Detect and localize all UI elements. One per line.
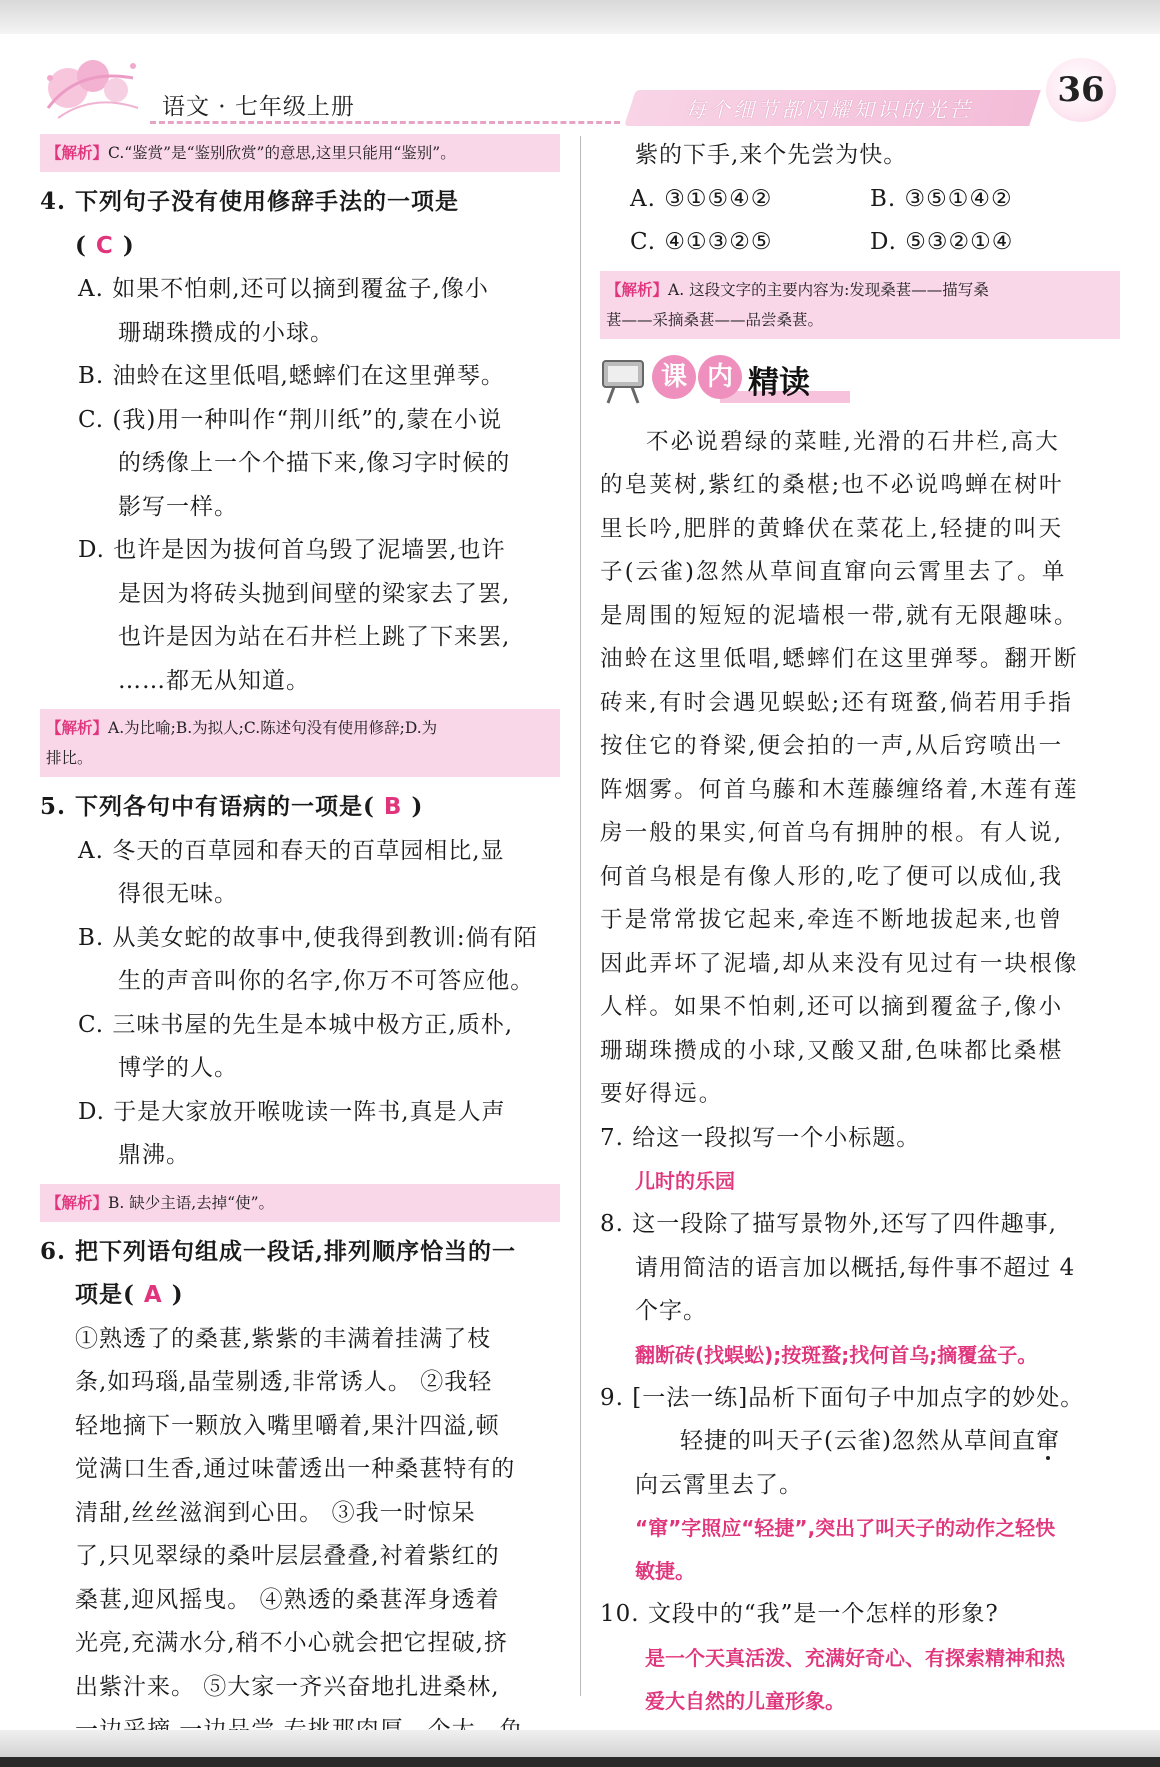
question-6 <box>40 1230 560 1753</box>
sentence-line: ①熟透了的桑葚,紫紫的丰满着挂满了枝 <box>75 1325 492 1352</box>
paren: ) <box>171 1281 184 1308</box>
analysis-text: C.“鉴赏”是“鉴别欣赏”的意思,这里只能用“鉴别”。 <box>108 144 456 162</box>
left-column <box>40 134 560 1753</box>
passage-line: 于是常常拔它起来,牵连不断地拔起来,也曾 <box>600 907 1064 933</box>
analysis-tag: 【解析】 <box>46 1193 109 1212</box>
question-8 <box>600 1203 1120 1377</box>
question-stem: 10. 文段中的“我”是一个怎样的形象? <box>600 1601 999 1627</box>
option-d-cont: 鼎沸。 <box>118 1142 190 1168</box>
option-a-cont: 得很无味。 <box>118 881 238 907</box>
analysis-box <box>600 271 1120 339</box>
sentence-line: 光亮,充满水分,稍不小心就会把它捏破,挤 <box>75 1630 508 1656</box>
sentence-line: 桑葚,迎风摇曳。 ④熟透的桑葚浑身透着 <box>75 1586 500 1613</box>
question-10 <box>600 1593 1120 1723</box>
option-d-cont: 也许是因为站在石井栏上跳了下来罢, <box>118 624 511 650</box>
answer-text: 是一个天真活泼、充满好奇心、有探索精神和热 <box>645 1645 1065 1670</box>
passage-line: 不必说碧绿的菜畦,光滑的石井栏,高大 <box>646 428 1060 455</box>
answer-text: 翻断砖(找蜈蚣);按斑蝥;找何首乌;摘覆盆子。 <box>635 1342 1038 1367</box>
right-column <box>600 134 1120 1723</box>
answer-text: 爱大自然的儿童形象。 <box>645 1688 845 1713</box>
column-divider <box>580 136 581 1696</box>
q6-options-row <box>600 178 1120 222</box>
section-title: 精读 <box>748 364 810 401</box>
analysis-tag: 【解析】 <box>606 280 669 299</box>
question-stem-cont: 请用简洁的语言加以概括,每件事不超过 4 <box>635 1254 1076 1281</box>
section-heading <box>600 347 1120 417</box>
q6-continuation: 紫的下手,来个先尝为快。 <box>635 142 908 168</box>
option-d-cont: ……都无从知道。 <box>118 667 310 694</box>
page-number: 36 <box>1046 58 1116 122</box>
easel-icon <box>600 357 646 405</box>
option-d-cont: 是因为将砖头抛到间壁的梁家去了罢, <box>118 580 511 607</box>
question-stem: 4. 下列句子没有使用修辞手法的一项是 <box>40 188 460 215</box>
passage-line: 房一般的果实,何首乌有拥肿的根。有人说, <box>600 820 1064 846</box>
option-d: D. 也许是因为拔何首乌毁了泥墙罢,也许 <box>78 537 506 563</box>
answer-text: 敏捷。 <box>635 1559 695 1583</box>
analysis-text: A.为比喻;B.为拟人;C.陈述句没有使用修辞;D.为 <box>108 719 438 737</box>
stem-text: 5. 下列各句中有语病的一项是( <box>40 793 375 820</box>
paren: ( <box>75 231 87 259</box>
answer-line <box>40 224 560 269</box>
analysis-text: 排比。 <box>46 749 93 767</box>
option-c-cont: 博学的人。 <box>118 1055 238 1081</box>
option-c-cont: 影写一样。 <box>118 493 238 520</box>
option-c-cont: 的绣像上一个个描下来,像习字时候的 <box>118 450 511 476</box>
passage-line: 的皂荚树,紫红的桑椹;也不必说鸣蝉在树叶 <box>600 472 1064 498</box>
passage-line: 珊瑚珠攒成的小球,又酸又甜,色味都比桑椹 <box>600 1037 1064 1064</box>
analysis-text: A. 这段文字的主要内容为:发现桑葚——描写桑 <box>668 280 989 299</box>
quote-line: 向云霄里去了。 <box>635 1471 803 1498</box>
option-a: A. ③①⑤④② <box>630 185 773 212</box>
option-c: C. ④①③②⑤ <box>630 229 773 255</box>
passage-line: 按住它的脊梁,便会拍的一声,从后窍喷出一 <box>600 733 1064 759</box>
paren: ) <box>411 793 424 820</box>
option-d: D. 于是大家放开喉咙读一阵书,真是人声 <box>78 1098 506 1125</box>
sentence-line: 条,如玛瑙,晶莹剔透,非常诱人。 ②我轻 <box>75 1369 493 1395</box>
option-b: B. 从美女蛇的故事中,使我得到教训:倘有陌 <box>78 924 538 951</box>
passage-line: 要好得远。 <box>600 1081 724 1107</box>
bottom-bar <box>0 1757 1160 1767</box>
question-stem-cont: 个字。 <box>635 1298 707 1324</box>
answer-value: A <box>143 1282 163 1308</box>
passage-line: 是周围的短短的泥墙根一带,就有无限趣味。 <box>600 602 1079 629</box>
q6-options-row <box>600 221 1120 265</box>
option-d: D. ⑤③②①④ <box>870 229 1014 255</box>
top-frame <box>0 0 1160 34</box>
option-a: A. 如果不怕刺,还可以摘到覆盆子,像小 <box>78 276 489 302</box>
dotted-char: 窜 <box>1035 1428 1060 1454</box>
heading-circle-char: 课 <box>652 355 696 399</box>
passage-line: 砖来,有时会遇见蜈蚣;还有斑蝥,倘若用手指 <box>600 689 1074 716</box>
analysis-box <box>40 134 560 172</box>
passage-line: 人样。如果不怕刺,还可以摘到覆盆子,像小 <box>600 994 1064 1020</box>
sentence-line: 轻地摘下一颗放入嘴里嚼着,果汁四溢,顿 <box>75 1412 500 1439</box>
option-b: B. ③⑤①④② <box>870 185 1013 212</box>
answer-value: C <box>95 232 114 259</box>
passage-line: 子(云雀)忽然从草间直窜向云霄里去了。单 <box>600 559 1067 585</box>
option-b-cont: 生的声音叫你的名字,你万不可答应他。 <box>118 968 535 994</box>
reading-passage <box>600 421 1120 1117</box>
header-divider <box>150 121 620 124</box>
answer-value: B <box>383 794 403 820</box>
answer-text: “窜”字照应“轻捷”,突出了叫天子的动作之轻快 <box>635 1516 1056 1540</box>
analysis-box <box>40 1184 560 1222</box>
passage-line: 油蛉在这里低唱,蟋蟀们在这里弹琴。翻开断 <box>600 646 1079 672</box>
subject-label: 语文 · 七年级上册 <box>162 94 355 120</box>
quote-line <box>600 1420 1120 1464</box>
answer-text: 儿时的乐园 <box>635 1169 735 1193</box>
analysis-tag: 【解析】 <box>46 144 109 162</box>
question-stem: 9. [一法一练]品析下面句子中加点字的妙处。 <box>600 1384 1085 1411</box>
analysis-tag: 【解析】 <box>46 719 109 737</box>
passage-line: 因此弄坏了泥墙,却从来没有见过有一块根像 <box>600 950 1079 977</box>
question-stem <box>40 785 560 830</box>
question-9 <box>600 1377 1120 1594</box>
analysis-text: B. 缺少主语,去掉“使”。 <box>108 1193 275 1212</box>
question-5 <box>40 785 560 1222</box>
sentence-line: 了,只见翠绿的桑叶层层叠叠,衬着紫红的 <box>75 1543 500 1569</box>
stem-text: 项是( <box>75 1281 135 1308</box>
sentence-line: 出紫汁来。 ⑤大家一齐兴奋地扎进桑林, <box>75 1673 500 1700</box>
passage-line: 阵烟雾。何首乌藤和木莲藤缠络着,木莲有莲 <box>600 776 1079 803</box>
passage-line: 里长吟,肥胖的黄蜂伏在菜花上,轻捷的叫天 <box>600 515 1064 542</box>
answer-line <box>40 1273 560 1318</box>
option-a-cont: 珊瑚珠攒成的小球。 <box>118 319 334 346</box>
paren: ) <box>122 231 135 259</box>
option-c: C. 三味书屋的先生是本城中极方正,质朴, <box>78 1011 514 1038</box>
question-stem: 8. 这一段除了描写景物外,还写了四件趣事, <box>600 1211 1057 1237</box>
passage-line: 何首乌根是有像人形的,吃了便可以成仙,我 <box>600 863 1064 890</box>
question-stem: 6. 把下列语句组成一段话,排列顺序恰当的一 <box>40 1237 517 1265</box>
option-a: A. 冬天的百草园和春天的百草园相比,显 <box>78 837 505 864</box>
question-stem: 7. 给这一段拟写一个小标题。 <box>600 1124 921 1151</box>
quote-text: 轻捷的叫天子(云雀)忽然从草间直 <box>680 1428 1036 1454</box>
bottom-frame <box>0 1730 1160 1767</box>
sentence-line: 清甜,丝丝滋润到心田。 ③我一时惊呆 <box>75 1499 476 1526</box>
question-4 <box>40 180 560 777</box>
slogan-text: 每个细节都闪耀知识的光芒 <box>685 98 973 122</box>
sentence-line: 觉满口生香,通过味蕾透出一种桑葚特有的 <box>75 1456 516 1482</box>
option-c: C. (我)用一种叫作“荆川纸”的,蒙在小说 <box>78 406 503 433</box>
option-b: B. 油蛉在这里低唱,蟋蟀们在这里弹琴。 <box>78 363 505 389</box>
flower-ornament-icon <box>38 48 148 128</box>
analysis-box <box>40 709 560 777</box>
heading-circle-char: 内 <box>698 355 742 399</box>
question-7 <box>600 1117 1120 1204</box>
analysis-text: 葚——采摘桑葚——品尝桑葚。 <box>606 310 824 329</box>
